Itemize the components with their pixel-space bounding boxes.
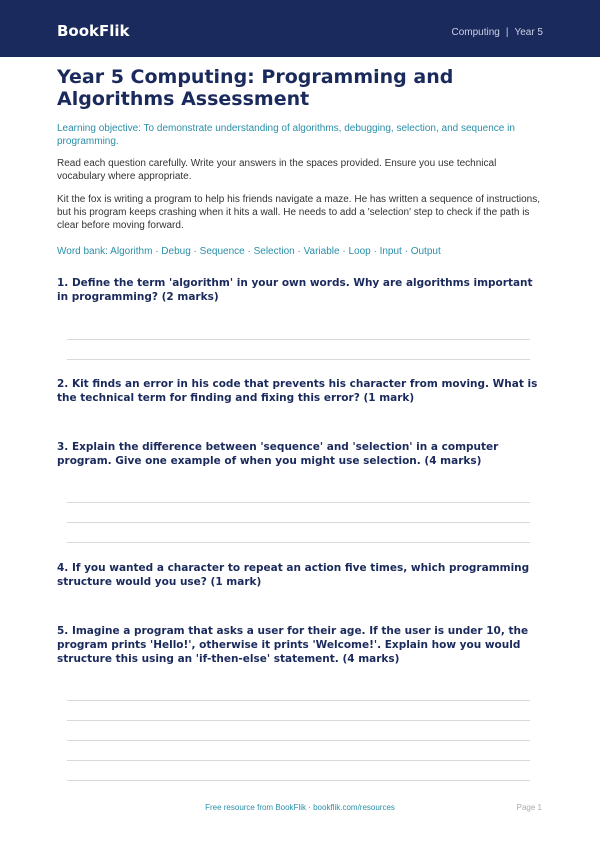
question-2: 2. Kit finds an error in his code that prevents his character from moving. What is the technical term for finding and fixing this error? (1 mark)	[57, 378, 538, 404]
year-label: Year 5	[514, 27, 543, 38]
answer-line[interactable]	[67, 700, 530, 701]
page-number: Page 1	[516, 803, 542, 812]
brand-logo: BookFlik	[57, 22, 130, 40]
page-title: Year 5 Computing: Programming and Algorithms Assessment	[57, 66, 454, 110]
header-meta	[451, 27, 543, 39]
scenario-text: Kit the fox is writing a program to help his friends navigate a maze. He has written a sequence of instructions, but his program keeps crashing when it hits a wall. He needs to add a 'selection' step to check if the path is clear before moving forward.	[57, 194, 541, 231]
answer-line[interactable]	[67, 359, 530, 360]
question-3: 3. Explain the difference between 'sequence' and 'selection' in a computer program. Give one example of when you might use selection. (4 marks)	[57, 441, 499, 467]
answer-line[interactable]	[67, 780, 530, 781]
answer-line[interactable]	[67, 542, 530, 543]
page-header	[0, 0, 600, 57]
question-5: 5. Imagine a program that asks a user for their age. If the user is under 10, the program prints 'Hello!', otherwise it prints 'Welcome!'. Explain how you would structure this using an 'if-then-else' statement. (4 marks)	[57, 625, 529, 665]
meta-separator: |	[505, 27, 509, 38]
answer-line[interactable]	[67, 740, 530, 741]
subject-label: Computing	[451, 27, 500, 38]
learning-objective: Learning objective: To demonstrate understanding of algorithms, debugging, selection, and sequence in programming.	[57, 123, 515, 147]
footer-resource-link[interactable]: Free resource from BookFlik · bookflik.com/resources	[205, 803, 395, 812]
word-bank: Word bank: Algorithm · Debug · Sequence · Selection · Variable · Loop · Input · Output	[57, 246, 441, 257]
question-1: 1. Define the term 'algorithm' in your own words. Why are algorithms important in programming? (2 marks)	[57, 277, 533, 303]
answer-line[interactable]	[67, 760, 530, 761]
answer-line[interactable]	[67, 339, 530, 340]
answer-line[interactable]	[67, 720, 530, 721]
answer-line[interactable]	[67, 522, 530, 523]
answer-line[interactable]	[67, 502, 530, 503]
question-4: 4. If you wanted a character to repeat an action five times, which programming structure would you use? (1 mark)	[57, 562, 530, 588]
instructions-text: Read each question carefully. Write your answers in the spaces provided. Ensure you use technical vocabulary where appropriate.	[57, 158, 497, 182]
